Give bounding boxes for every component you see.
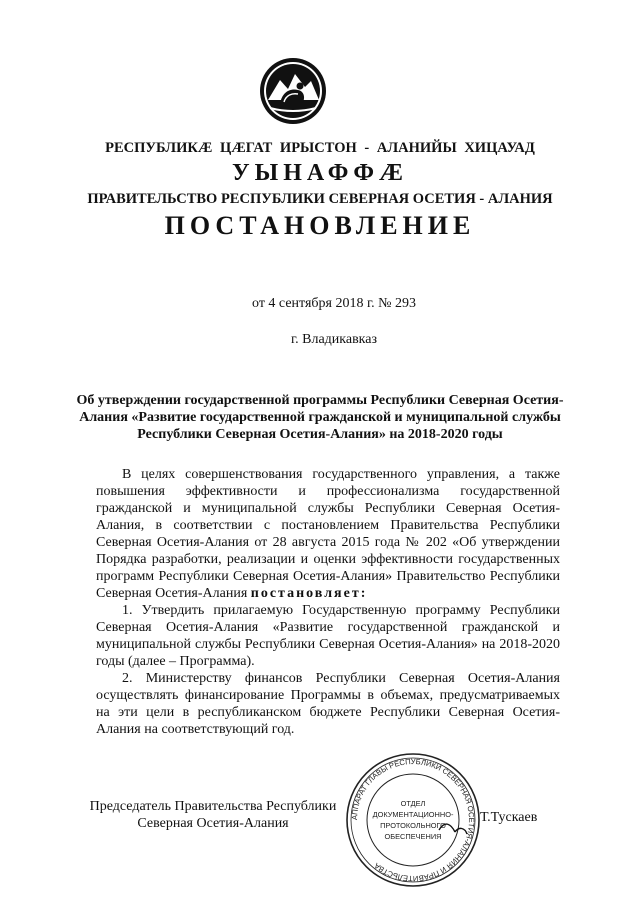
stamp-center-line-1: ОТДЕЛ — [400, 799, 426, 808]
item-1-paragraph: 1. Утвердить прилагаемую Государственную программу Республики Северная Осетия-Алания «Развитие государственной гражданской и муниципальной службы Республики Северная Осетия-Алания» на 2018-2020 годы (далее – Программа). — [96, 603, 560, 669]
item-2-paragraph: 2. Министерству финансов Республики Северная Осетия-Алания осуществлять финансирование Программы в объемах, предусматриваемых на эти цели в республиканском бюджете Республики Северная Осетия-Алания на соответствующий год. — [96, 671, 560, 737]
ossetian-republic-heading: РЕСПУБЛИКӔ ЦӔГАТ ИРЫСТОН - АЛАНИЙЫ ХИЦАУАД — [105, 140, 535, 156]
signatory-position: Председатель Правительства Республики Северная Осетия-Алания — [89, 799, 337, 831]
stamp-center-line-2: ДОКУМЕНТАЦИОННО- — [372, 810, 454, 819]
resolves-word: постановляет: — [250, 586, 368, 601]
decree-body — [96, 466, 560, 738]
ossetian-decree-heading: УЫНАФФӔ — [232, 160, 408, 186]
government-heading: ПРАВИТЕЛЬСТВО РЕСПУБЛИКИ СЕВЕРНАЯ ОСЕТИЯ - АЛАНИЯ — [87, 191, 553, 207]
decree-date-number: от 4 сентября 2018 г. № 293 — [252, 296, 416, 311]
intro-text: В целях совершенствования государственного управления, а также повышения эффективности и профессионализма государственной гражданской и муниципальной службы Республики Северная Осетия-Алания, в соответствии с постановлением Правительства Республики Северная Осетия-Алания от 28 августа 2015 года № 202 «Об утверждении Порядка разработки, реализации и оценки эффективности государственных программ Республики Северная Осетия-Алания» Правительство Республики Северная Осетия-Алания — [96, 467, 560, 601]
signatory-name: Т.Тускаев — [480, 810, 538, 825]
decree-title: Об утверждении государственной программы Республики Северная Осетия-Алания «Развитие государственной гражданской и муниципальной службы Республики Северная Осетия-Алания» на 2018-2020 годы — [76, 393, 564, 442]
stamp-center-line-4: ОБЕСПЕЧЕНИЯ — [384, 832, 442, 841]
stamp-ring-text: АППАРАТ ГЛАВЫ РЕСПУБЛИКИ СЕВЕРНАЯ ОСЕТИЯ-АЛАНИЯ И ПРАВИТЕЛЬСТВА — [349, 756, 477, 884]
stamp-center-line-3: ПРОТОКОЛЬНОГО — [380, 821, 446, 830]
intro-paragraph — [96, 466, 560, 602]
decree-city: г. Владикавказ — [290, 332, 378, 347]
coat-of-arms-emblem — [258, 56, 328, 126]
official-stamp — [343, 750, 483, 890]
decree-heading: ПОСТАНОВЛЕНИЕ — [164, 211, 476, 240]
